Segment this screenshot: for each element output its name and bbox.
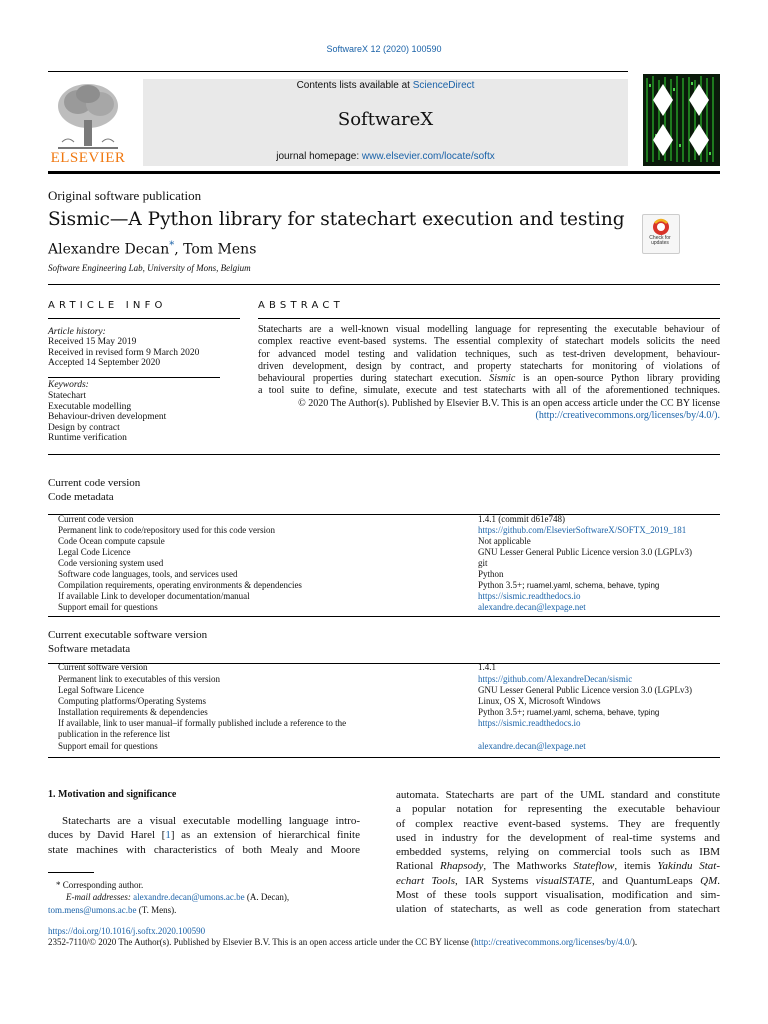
corresponding-author-marker[interactable]: * — [169, 240, 175, 251]
code-metadata-heading — [48, 476, 140, 504]
row-value-part: ruamel.yaml, schema, behave, typing — [526, 581, 660, 590]
body-line: Statecharts are a visual executable modelling language intro- — [62, 815, 360, 827]
row-value-part: Python 3.5+; — [478, 707, 527, 717]
contents-available-line — [143, 80, 628, 91]
tool-name: Yakindu Stat- — [657, 860, 720, 873]
header-top-rule — [48, 71, 628, 72]
keyword-list — [48, 391, 166, 444]
footnote-marker: * — [56, 880, 61, 890]
user-manual-link[interactable]: https://sismic.readthedocs.io — [478, 718, 581, 728]
check-updates-icon — [643, 215, 679, 237]
keyword: Behaviour-driven development — [48, 412, 167, 423]
body-line-part: , and QuantumLeaps — [591, 874, 701, 887]
abstract-line: a tool suite to define, simulate, execute and test statecharts with all of the aforementioned techniques. — [258, 385, 720, 397]
author-affiliation: Software Engineering Lab, University of Mons, Belgium — [48, 263, 251, 273]
email-link-decan[interactable]: alexandre.decan@umons.ac.be — [133, 892, 245, 903]
row-value: 1.4.1 (commit d61e748) — [478, 514, 565, 524]
email-link-mens[interactable]: tom.mens@umons.ac.be — [48, 904, 137, 915]
row-label: If available Link to developer documentation/manual — [58, 591, 250, 601]
article-info-rule — [48, 318, 240, 319]
row-label: Software code languages, tools, and services used — [58, 569, 238, 579]
body-line: a popular notation for representing the executable behaviour — [396, 803, 720, 816]
code-metadata-table — [48, 514, 720, 617]
row-value-part: Python 3.5+; — [478, 580, 527, 590]
row-value: git — [478, 558, 488, 568]
body-line-part: duces by David Harel [ — [48, 829, 166, 842]
support-email-link[interactable]: alexandre.decan@lexpage.net — [478, 602, 586, 612]
row-label: Permanent link to code/repository used for this code version — [58, 525, 275, 535]
body-line: used in industry for the development of real-time systems and — [396, 831, 720, 844]
abstract-line: for advanced model testing and validation techniques, such as test-driven development, behaviour- — [258, 348, 720, 360]
body-line: of complex reactive event-based systems. They are frequently — [396, 817, 720, 830]
history-entry: Accepted 14 September 2020 — [48, 358, 161, 369]
documentation-link[interactable]: https://sismic.readthedocs.io — [478, 591, 581, 601]
support-email-link[interactable]: alexandre.decan@lexpage.net — [478, 741, 586, 751]
abstract-license-link[interactable]: (http://creativecommons.org/licenses/by/4.0/). — [535, 410, 720, 422]
abstract-line-part: behavioural properties during statechart execution. — [258, 373, 490, 385]
right-column-paragraph — [396, 788, 720, 917]
body-line-part: , The Mathworks — [483, 860, 574, 873]
keywords-rule — [48, 377, 220, 378]
body-line — [396, 874, 720, 888]
exe-version-heading: Current executable software version — [48, 629, 208, 641]
row-value: Linux, OS X, Microsoft Windows — [478, 696, 601, 706]
author-name: , Tom Mens — [174, 241, 257, 258]
software-metadata-table — [48, 663, 720, 758]
check-updates-label: Check for updates — [649, 235, 671, 246]
abstract-text — [258, 324, 720, 422]
license-link[interactable]: http://creativecommons.org/licenses/by/4.0/ — [474, 937, 632, 947]
author-name: Alexandre Decan — [48, 241, 170, 258]
row-label: If available, link to user manual–if formally published include a reference to the — [58, 718, 347, 728]
sciencedirect-link[interactable]: ScienceDirect — [412, 80, 475, 91]
row-label: Current software version — [58, 662, 148, 672]
footnote-rule — [48, 872, 94, 873]
check-for-updates-button[interactable] — [642, 214, 680, 254]
sismic-emphasis: Sismic — [489, 373, 516, 385]
journal-homepage-line — [143, 151, 628, 162]
row-value: Not applicable — [478, 536, 531, 546]
abstract-end-rule — [48, 454, 720, 455]
journal-cover-image — [643, 74, 720, 166]
abstract-copyright: © 2020 The Author(s). Published by Elsevier B.V. This is an open access article under the CC BY license — [298, 397, 720, 409]
row-value: 1.4.1 — [478, 662, 496, 672]
tool-name: visualSTATE — [535, 874, 592, 887]
row-value: GNU Lesser General Public Licence version 3.0 (LGPLv3) — [478, 547, 692, 557]
body-line: embedded systems, relying on commercial tools such as IBM — [396, 846, 720, 859]
contents-prefix: Contents lists available at — [296, 80, 413, 91]
journal-homepage-link[interactable]: www.elsevier.com/locate/softx — [361, 151, 495, 162]
abstract-rule — [258, 318, 720, 319]
executables-link[interactable]: https://github.com/AlexandreDecan/sismic — [478, 674, 633, 684]
author-list — [48, 240, 256, 258]
row-label: Current code version — [58, 514, 134, 524]
copyright-text: ). — [631, 937, 638, 947]
code-metadata-title: Code metadata — [48, 491, 114, 503]
body-line-part: ] as an extension of hierarchical finite — [170, 829, 360, 842]
journal-reference[interactable]: SoftwareX 12 (2020) 100590 — [326, 44, 442, 54]
row-label: Legal Code Licence — [58, 547, 131, 557]
row-label: Compilation requirements, operating environments & dependencies — [58, 580, 302, 590]
row-value: Python — [478, 569, 504, 579]
body-line: Most of these tools support visualisation, modification and sim- — [396, 889, 720, 902]
footnote — [48, 879, 348, 916]
elsevier-wordmark: ELSEVIER — [50, 150, 126, 166]
keyword: Design by contract — [48, 422, 120, 433]
footnote-emails-cont — [48, 904, 348, 916]
row-label: Legal Software Licence — [58, 685, 144, 695]
row-value: GNU Lesser General Public Licence version 3.0 (LGPLv3) — [478, 685, 692, 695]
code-version-heading: Current code version — [48, 477, 141, 489]
footnote-text: (A. Decan), — [244, 892, 290, 903]
abstract-heading: ABSTRACT — [258, 300, 344, 311]
row-label: Code Ocean compute capsule — [58, 536, 165, 546]
footnote-emails — [48, 891, 348, 903]
section-1-heading: 1. Motivation and significance — [48, 789, 177, 800]
abstract-line: driven development, design by contract, and property statecharts for monitoring of violations of — [258, 360, 720, 372]
section-divider — [48, 284, 720, 285]
row-label: Support email for questions — [58, 741, 158, 751]
repository-link[interactable]: https://github.com/ElsevierSoftwareX/SOFTX_2019_181 — [478, 525, 687, 535]
row-label: Computing platforms/Operating Systems — [58, 696, 206, 706]
software-metadata-title: Software metadata — [48, 643, 131, 655]
abstract-line: Statecharts are a well-known visual modelling language for representing the executable behaviour of — [258, 324, 720, 335]
footnote-text: (T. Mens). — [136, 904, 177, 915]
row-label: Code versioning system used — [58, 558, 164, 568]
journal-name: SoftwareX — [337, 109, 434, 130]
email-label: E-mail addresses: — [66, 892, 131, 903]
body-line — [48, 828, 360, 842]
body-line-part: Rational — [396, 860, 441, 873]
doi-link[interactable]: https://doi.org/10.1016/j.softx.2020.100590 — [48, 926, 206, 936]
keywords-label: Keywords: — [48, 380, 89, 390]
row-label: Support email for questions — [58, 602, 158, 612]
history-label: Article history: — [48, 327, 106, 337]
row-label: Permanent link to executables of this version — [58, 674, 220, 684]
keyword: Statechart — [48, 391, 86, 401]
tool-name: QM — [700, 874, 718, 887]
body-line-part: , IAR Systems — [455, 874, 536, 887]
reference-1-link[interactable]: 1 — [165, 829, 171, 842]
row-label: Installation requirements & dependencies — [58, 707, 208, 717]
history-entry: Received in revised form 9 March 2020 — [48, 347, 200, 358]
abstract-line — [258, 373, 720, 385]
abstract-line-part: is an open-source Python library providing — [515, 373, 720, 385]
body-line — [396, 859, 720, 873]
tool-name: Rhapsody — [440, 860, 484, 873]
keyword: Runtime verification — [48, 433, 127, 444]
body-line: ulation of statecharts, as well as code generation from statechart — [396, 903, 720, 916]
left-column-paragraph — [48, 814, 360, 857]
homepage-prefix: journal homepage: — [276, 151, 362, 162]
tool-name: Stateflow — [573, 860, 615, 873]
footnote-text: Corresponding author. — [60, 880, 144, 890]
keyword: Executable modelling — [48, 401, 132, 412]
body-line-part: , itemis — [614, 860, 658, 873]
history-entry: Received 15 May 2019 — [48, 337, 137, 347]
row-value-part: ruamel.yaml, schema, behave, typing — [526, 708, 660, 717]
article-type: Original software publication — [48, 188, 202, 203]
software-metadata-heading — [48, 628, 207, 656]
article-info-heading: ARTICLE INFO — [48, 300, 167, 311]
tool-name: echart Tools — [396, 874, 455, 887]
copyright-line — [48, 937, 637, 947]
body-line-part: . — [717, 874, 720, 887]
abstract-line: complex reactive event-based systems. The essential complexity of statechart models solicits the need — [258, 336, 720, 348]
row-label: publication in the reference list — [58, 729, 170, 739]
body-line: automata. Statecharts are part of the UML standard and constitute — [396, 789, 720, 801]
header-bottom-rule — [48, 171, 720, 174]
article-history — [48, 337, 199, 369]
article-title: Sismic—A Python library for statechart execution and testing — [48, 209, 625, 230]
copyright-text: 2352-7110/© 2020 The Author(s). Published by Elsevier B.V. This is an open access article under the CC BY license ( — [48, 937, 475, 947]
body-line: state machines with characteristics of both Mealy and Moore — [48, 843, 360, 856]
footnote-corresponding — [48, 879, 348, 891]
